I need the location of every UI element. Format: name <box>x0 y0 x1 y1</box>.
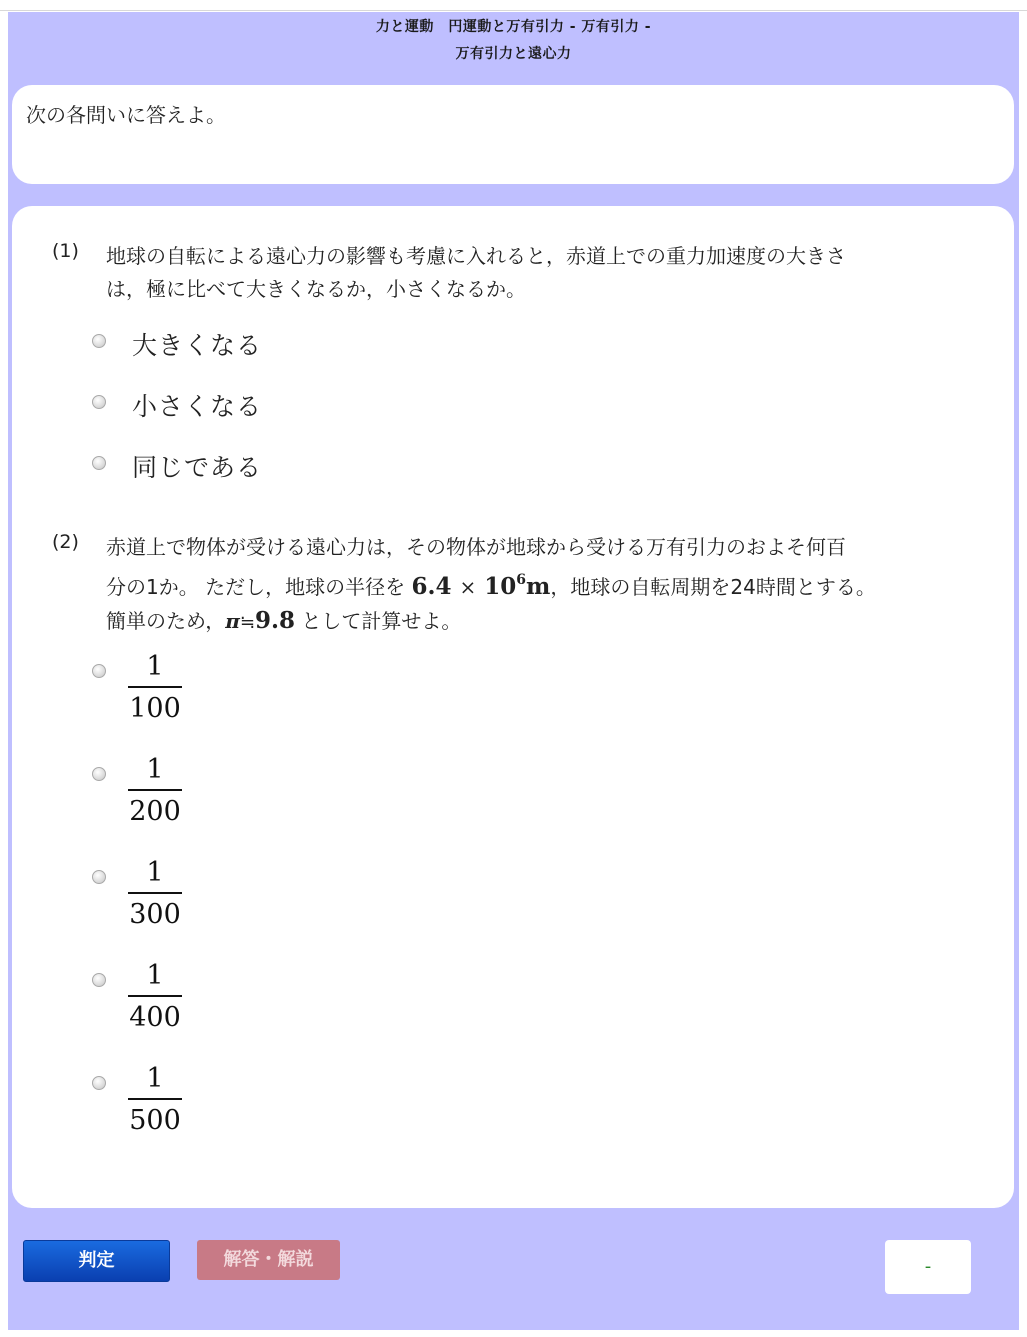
question-text-line2b: ，地球の自転周期を24時間とする。 <box>550 575 876 599</box>
fraction-bar <box>128 892 182 894</box>
header-subtopic: 万有引力と遠心力 <box>455 46 572 62</box>
result-indicator: - <box>885 1240 971 1294</box>
denominator: 500 <box>129 1105 181 1136</box>
radius-mantissa: 6.4 <box>411 573 452 600</box>
fraction <box>128 753 182 829</box>
question-text <box>106 240 956 306</box>
fraction <box>128 1062 182 1138</box>
earth-radius-formula <box>411 573 550 600</box>
answer-explanation-button[interactable]: 解答・解説 <box>197 1240 340 1280</box>
denominator: 400 <box>129 1002 181 1033</box>
radio-button[interactable] <box>92 456 106 470</box>
numerator: 1 <box>146 960 164 991</box>
question-text-line1: 地球の自転による遠心力の影響も考慮に入れると，赤道上での重力加速度の大きさ <box>106 244 846 268</box>
pi-squared-value: 9.8 <box>254 607 295 634</box>
question-number: (2) <box>52 531 79 553</box>
question-text <box>106 531 956 639</box>
numerator: 1 <box>146 651 164 682</box>
question-text-line3a: 簡単のため， <box>106 609 226 633</box>
radio-button[interactable] <box>92 334 106 348</box>
question-text-line3b: として計算せよ。 <box>294 609 462 633</box>
option-label: 大きくなる <box>132 331 263 360</box>
fraction <box>128 959 182 1035</box>
radio-button[interactable] <box>92 870 106 884</box>
numerator: 1 <box>146 754 164 785</box>
numerator: 1 <box>146 1063 164 1094</box>
question-text-line2: は，極に比べて大きくなるか，小さくなるか。 <box>106 277 526 301</box>
radio-button[interactable] <box>92 1076 106 1090</box>
radio-button[interactable] <box>92 664 106 678</box>
fraction-bar <box>128 686 182 688</box>
question-card <box>12 206 1014 1208</box>
fraction <box>128 856 182 932</box>
times-sign: × <box>459 575 477 599</box>
approx-sign: ≒ <box>239 612 255 633</box>
option-label: 同じである <box>132 453 263 482</box>
denominator: 300 <box>129 899 181 930</box>
radio-button[interactable] <box>92 973 106 987</box>
page-header <box>8 14 1019 68</box>
fraction-bar <box>128 1098 182 1100</box>
denominator: 100 <box>129 693 181 724</box>
header-topic: 力と運動 円運動と万有引力 - 万有引力 - <box>375 19 652 35</box>
judge-button[interactable]: 判定 <box>23 1240 170 1282</box>
radio-button[interactable] <box>92 395 106 409</box>
question-text-line1: 赤道上で物体が受ける遠心力は，その物体が地球から受ける万有引力のおよそ何百 <box>106 535 846 559</box>
numerator: 1 <box>146 857 164 888</box>
question-text-line2a: 分の1か。 ただし，地球の半径を <box>106 575 406 599</box>
instruction-text: 次の各問いに答えよ。 <box>26 103 226 127</box>
radius-unit: m <box>526 573 551 600</box>
fraction-bar <box>128 789 182 791</box>
question-number: (1) <box>52 240 79 262</box>
fraction <box>128 650 182 726</box>
exercise-panel <box>8 12 1019 1330</box>
radius-exponent: 6 <box>516 572 527 588</box>
pi-symbol: π <box>225 609 240 633</box>
instruction-card <box>12 85 1014 184</box>
radio-button[interactable] <box>92 767 106 781</box>
denominator: 200 <box>129 796 181 827</box>
option-label: 小さくなる <box>132 392 263 421</box>
radius-base: 10 <box>484 573 517 600</box>
fraction-bar <box>128 995 182 997</box>
top-border <box>0 10 1027 11</box>
